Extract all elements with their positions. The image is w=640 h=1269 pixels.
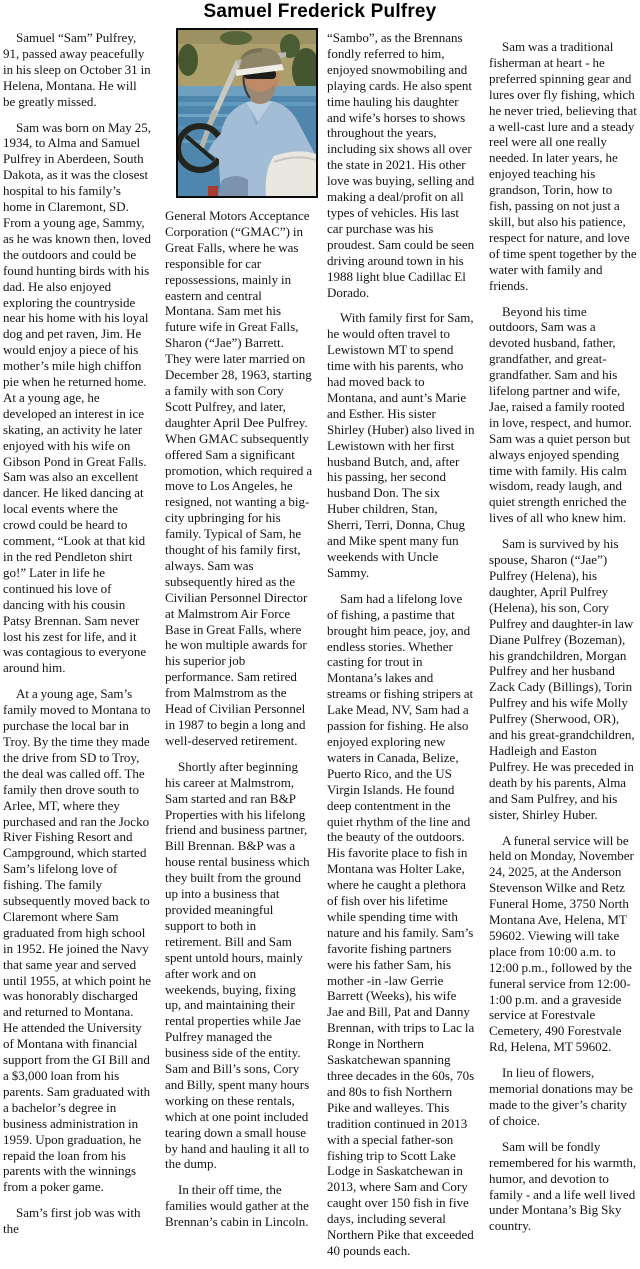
- paragraph-family-visits: With family first for Sam, he would often travel to Lewistown MT to spend time with his parents, who had moved back to Montana, and aunt’s Marie and Esther. His sister Shirley (Huber) also lived in Lewistown with her first husband Butch, and, after his passing, her second husband Don. The six Huber children, Stan, Sherri, Terri, Donna, Chug and Mike spent many fun weekends with Uncle Sammy.: [327, 310, 475, 580]
- paragraph-intro: Samuel “Sam” Pulfrey, 91, passed away peacefully in his sleep on October 31 in Helena, Montana. He will be greatly missed.: [3, 30, 151, 109]
- paragraph-bp-properties: Shortly after beginning his career at Malmstrom, Sam started and ran B&P Properties with his lifelong friend and business partner, Bill Brennan. B&P was a house rental business which they built from the ground up into a business that provided meaningful support to both in retirement. Bill and Sam spent untold hours, mainly after work and on weekends, buying, fixing up, and maintaining their rental properties while Jae Pulfrey managed the business side of the entity. Sam and Bill’s sons, Cory and Billy, spent many hours working on these rentals, which at one point included tearing down a small house by hand and hauling it all to the dump.: [165, 758, 310, 1172]
- column-1: [3, 27, 151, 1247]
- column-3: [327, 27, 475, 1269]
- paragraph-brennan-cabin: In their off time, the families would gather at the Brennan’s cabin in Lincoln.: [165, 1182, 309, 1230]
- paragraph-early-life: Sam was born on May 25, 1934, to Alma and Samuel Pulfrey in Aberdeen, South Dakota, as it was the closest hospital to his family’s home in Claremont, SD. From a young age, Sammy, as he was known then, loved the outdoors and could be found hunting birds with his dad. He also enjoyed exploring the countryside near his home with his loyal dog and pet raven, Jim. He would enjoy a piece of his mother’s mile high chiffon pie when he returned home. At a young age, he developed an interest in ice skating, an activity he later enjoyed with his wife on Gibson Pond in Great Falls. Sam was also an excellent dancer. He liked dancing at local events where the crowd could be heard to comment, “Look at that kid in the red Pendleton shirt go!” Later in life he continued his love of dancing with his cousin Patsy Brennan. Sam never lost his zest for life, and it was contagious to everyone around him.: [3, 119, 151, 676]
- obituary-columns: [3, 27, 637, 1269]
- paragraph-first-job-lead: Sam’s first job was with the: [3, 1205, 141, 1237]
- paragraph-funeral-service: A funeral service will be held on Monday, November 24, 2025, at the Anderson Stevenson Wilke and Retz Funeral Home, 3750 North Montana Ave, Helena, MT 59602. Viewing will take place from 10:00 a.m. to 12:00 p.m., followed by the funeral service from 12:00-1:00 p.m. and a graveside service at Forestvale Cemetery, 490 Forestvale Rd, Helena, MT 59602.: [489, 832, 634, 1055]
- portrait-photo: [176, 28, 318, 198]
- paragraph-fishing-life: Sam had a lifelong love of fishing, a pastime that brought him peace, joy, and endless stories. Whether casting for trout in Montana’s lakes and streams or fishing stripers at Lake Mead, NV, Sam had a passion for fishing. He also enjoyed exploring new waters in Canada, Belize, Puerto Rico, and the US Virgin Islands. He found deep contentment in the quiet rhythm of the line and the beauty of the outdoors. His favorite place to fish in Montana was Holter Lake, where he caught a plethora of fish over his lifetime while spending time with nature and his family. Sam’s favorite fishing partners were his father Sam, his mother -in -law Gerrie Barrett (Weeks), his wife Jae and Bill, Pat and Danny Brennan, with trips to Lac la Ronge in Northern Saskatchewan spanning three decades in the 60s, 70s and 80s to fish Northern Pike and walleyes. This tradition continued in 2013 with a special father-son fishing trip to Scott Lake Lodge in Saskatchewan in 2013, where Sam and Cory caught over 150 fish in five days, including several Northern Pike that exceeded 40 pounds each.: [327, 590, 475, 1258]
- paragraph-montana-move: At a young age, Sam’s family moved to Montana to purchase the local bar in Troy. By the time they made the drive from SD to Troy, the deal was called off. The family then drove south to Arlee, MT, where they purchased and ran the Jocko River Fishing Resort and Campground, which started Sam’s lifelong love of fishing. The family subsequently moved back to Claremont where Sam graduated from high school in 1952. He joined the Navy that same year and served until 1955, at which point he was honorably discharged and returned to Montana. He attended the University of Montana with financial support from the GI Bill and a $3,000 loan from his parents. Sam graduated with a bachelor’s degree in business administration in 1959. Upon graduation, he repaid the loan from his parents with the winnings from a poker game.: [3, 686, 151, 1195]
- page-title: Samuel Frederick Pulfrey: [203, 1, 437, 22]
- paragraph-survived-by: Sam is survived by his spouse, Sharon (“Jae”) Pulfrey (Helena), his daughter, April Pulfrey (Helena), his son, Cory Pulfrey and daughter-in law Diane Pulfrey (Bozeman), his grandchildren, Morgan Pulfrey and her husband Zack Cady (Billings), Torin Pulfrey and his wife Molly Pulfrey (Sherwood, OR), and his great-grandchildren, Hadleigh and Easton Pulfrey. He was preceded in death by his parents, Alma and Sam Pulfrey, and his sister, Shirley Huber.: [489, 536, 635, 822]
- boat-photo-illustration: [178, 30, 316, 196]
- paragraph-fisherman-heart: Sam was a traditional fisherman at heart - he preferred spinning gear and lures over fly fishing, which he never tried, believing that a well-cast lure and a steady reel were all one really needed. In later years, he enjoyed teaching his grandson, Torin, how to fish, passing on not just a skill, but also his patience, respect for nature, and love of time spent together by the water with family and friends.: [489, 39, 637, 293]
- paragraph-devoted-family-man: Beyond his time outdoors, Sam was a devoted husband, father, grandfather, and great-grandfather. Sam and his lifelong partner and wife, Jae, raised a family rooted in love, respect, and humor. Sam was a quiet person but always enjoyed spending time with family. His calm wisdom, ready laugh, and quiet strength enriched the lives of all who knew him.: [489, 303, 632, 526]
- paragraph-gmac-career: General Motors Acceptance Corporation (“GMAC”) in Great Falls, where he was responsible for car repossessions, mainly in eastern and central Montana. Sam met his future wife in Great Falls, Sharon (“Jae”) Barrett. They were later married on December 28, 1963, starting a family with son Cory Scott Pulfrey, and later, daughter April Dee Pulfrey. When GMAC subsequently offered Sam a significant promotion, which required a move to Los Angeles, he resigned, not wanting a big-city upbringing for his family. Typical of Sam, he thought of his family first, always. Sam was subsequently hired as the Civilian Personnel Director at Malmstrom Air Force Base in Great Falls, where he won multiple awards for his superior job performance. Sam retired from Malmstrom as the Head of Civilian Personnel in 1987 to begin a long and well-deserved retirement.: [165, 208, 313, 748]
- paragraph-remembrance: Sam will be fondly remembered for his warmth, humor, and devotion to family - and a life well lived under Montana’s Big Sky country.: [489, 1138, 637, 1234]
- paragraph-memorial-donations: In lieu of flowers, memorial donations may be made to the giver’s charity of choice.: [489, 1065, 633, 1128]
- column-2: [165, 27, 313, 1240]
- paragraph-sambo-hobbies: “Sambo”, as the Brennans fondly referred to him, enjoyed snowmobiling and playing cards. He also spent time hauling his daughter and wife’s horses to shows throughout the years, including six shows all over the state in 2021. His other love was buying, selling and making a deal/profit on all types of vehicles. His last car purchase was his proudest. Sam could be seen driving around town in his 1988 light blue Cadillac El Dorado.: [327, 30, 475, 300]
- column-4: [489, 27, 637, 1244]
